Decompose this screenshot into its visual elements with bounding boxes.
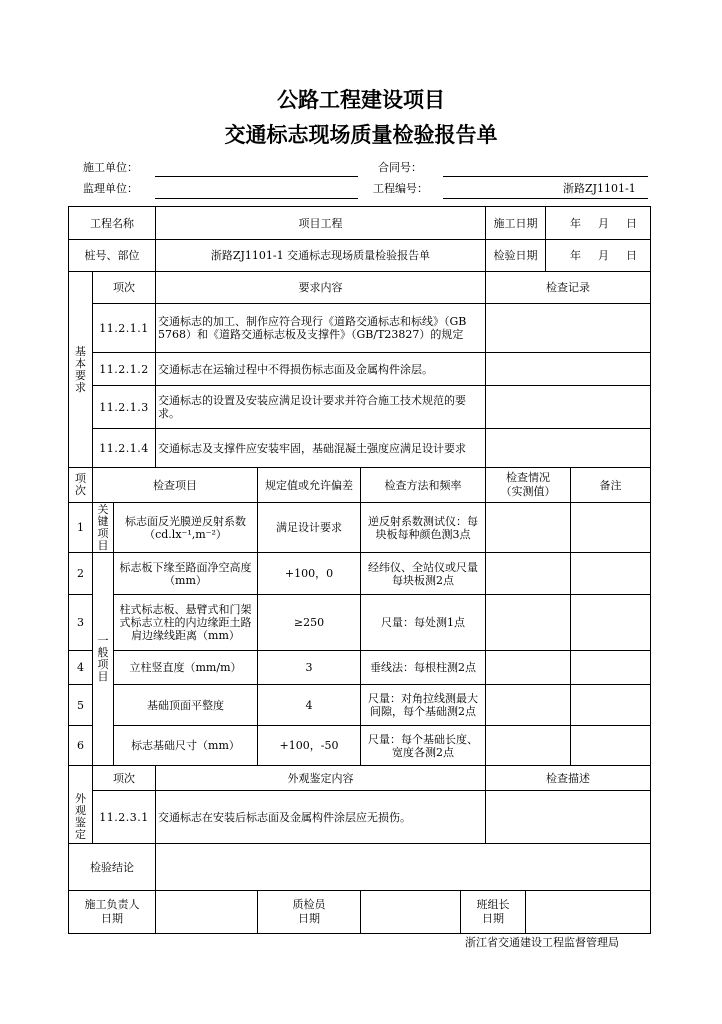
inspection-row-remark — [570, 594, 651, 651]
inspection-row-method: 经纬仪、全站仪或尺量每块板测2点 — [360, 552, 486, 595]
inspection-row-spec: +100，0 — [257, 552, 361, 595]
inspection-row-remark — [570, 684, 651, 726]
basic-row-item: 11.2.1.2 — [92, 352, 156, 386]
key-items-label: 关键项目 — [92, 502, 114, 553]
conclusion-label: 检验结论 — [68, 843, 156, 891]
builder-signature-label — [68, 890, 156, 934]
supervision-unit-label: 监理单位： — [83, 182, 138, 195]
basic-row-record — [485, 385, 651, 429]
project-no-line — [443, 198, 648, 199]
appearance-header-description: 检查描述 — [485, 765, 651, 791]
team-leader-date-label: 日期 — [482, 912, 504, 925]
inspection-row-spec: 满足设计要求 — [257, 502, 361, 553]
basic-row-record — [485, 428, 651, 468]
contract-no-line — [443, 176, 648, 177]
issuer-footer: 浙江省交通建设工程监督管理局 — [465, 936, 619, 949]
inspection-header-result — [485, 467, 571, 503]
appearance-row-content: 交通标志在安装后标志面及金属构件涂层应无损伤。 — [155, 790, 486, 844]
inspection-row-spec: 3 — [257, 650, 361, 685]
project-name-label: 工程名称 — [68, 206, 156, 240]
construction-date-value: 年 月 日 — [545, 206, 651, 240]
inspection-row-result — [485, 552, 571, 595]
inspection-row-item: 立柱竖直度（mm/m） — [113, 650, 258, 685]
general-items-label: 一般项目 — [92, 552, 114, 766]
project-no-label: 工程编号： — [373, 182, 428, 195]
qc-date-label: 日期 — [298, 912, 320, 925]
appearance-header-content: 外观鉴定内容 — [155, 765, 486, 791]
construction-unit-label: 施工单位： — [83, 161, 138, 174]
team-leader-label: 班组长 — [476, 898, 510, 911]
inspection-row-remark — [570, 650, 651, 685]
contract-no-label: 合同号： — [378, 161, 422, 174]
inspection-date-value: 年 月 日 — [545, 239, 651, 272]
basic-row-content: 交通标志及支撑件应安装牢固，基础混凝土强度应满足设计要求 — [155, 428, 486, 468]
supervision-unit-line — [155, 198, 358, 199]
basic-row-content: 交通标志的加工、制作应符合现行《道路交通标志和标线》（GB 5768）和《道路交通标志板及支撑件》（GB/T23827）的规定 — [155, 303, 486, 353]
inspection-row-remark — [570, 725, 651, 766]
construction-date-label: 施工日期 — [485, 206, 546, 240]
inspection-header-remark: 备注 — [570, 467, 651, 503]
inspection-header-no: 项次 — [68, 467, 93, 503]
inspection-row-no: 6 — [68, 725, 93, 766]
inspection-row-no: 4 — [68, 650, 93, 685]
basic-header-item: 项次 — [92, 271, 156, 304]
inspection-row-spec: +100，-50 — [257, 725, 361, 766]
basic-row-content: 交通标志在运输过程中不得损伤标志面及金属构件涂层。 — [155, 352, 486, 386]
inspection-row-method: 垂线法：每根柱测2点 — [360, 650, 486, 685]
project-no-value: 浙路ZJ1101-1 — [563, 182, 636, 195]
title-line-1: 公路工程建设项目 — [277, 88, 445, 112]
inspection-row-remark — [570, 502, 651, 553]
qc-label: 质检员 — [292, 898, 326, 911]
inspection-row-remark — [570, 552, 651, 595]
basic-row-content: 交通标志的设置及安装应满足设计要求并符合施工技术规范的要求。 — [155, 385, 486, 429]
inspection-row-item: 标志基础尺寸（mm） — [113, 725, 258, 766]
builder-label: 施工负责人 — [84, 898, 140, 911]
construction-unit-line — [155, 176, 358, 177]
appearance-row-description — [485, 790, 651, 844]
basic-row-record — [485, 352, 651, 386]
inspection-header-method: 检查方法和频率 — [360, 467, 486, 503]
inspection-row-item: 柱式标志板、悬臂式和门架式标志立柱的内边缘距土路肩边缘线距离（mm） — [113, 594, 258, 651]
station-value: 浙路ZJ1101-1 交通标志现场质量检验报告单 — [155, 239, 486, 272]
inspection-header-spec: 规定值或允许偏差 — [257, 467, 361, 503]
inspection-row-result — [485, 684, 571, 726]
inspection-header-result-line2: （实测值） — [500, 485, 556, 498]
appearance-header-item: 项次 — [92, 765, 156, 791]
conclusion-value — [155, 843, 651, 891]
appearance-section-label: 外观鉴定 — [68, 765, 93, 844]
inspection-row-no: 5 — [68, 684, 93, 726]
project-name-value: 项目工程 — [155, 206, 486, 240]
inspection-header-item: 检查项目 — [92, 467, 258, 503]
inspection-header-result-line1: 检查情况 — [506, 471, 550, 484]
inspection-row-no: 2 — [68, 552, 93, 595]
inspection-row-no: 3 — [68, 594, 93, 651]
basic-row-record — [485, 303, 651, 353]
inspection-row-spec: ≥250 — [257, 594, 361, 651]
inspection-date-label: 检验日期 — [485, 239, 546, 272]
station-label: 桩号、部位 — [68, 239, 156, 272]
inspection-row-method: 尺量：对角拉线测最大间隙，每个基础测2点 — [360, 684, 486, 726]
qc-signature-label — [257, 890, 361, 934]
inspection-row-item: 标志板下缘至路面净空高度（mm） — [113, 552, 258, 595]
builder-signature-field — [155, 890, 258, 934]
inspection-row-result — [485, 594, 571, 651]
builder-date-label: 日期 — [101, 912, 123, 925]
inspection-row-method: 尺量：每个基础长度、宽度各测2点 — [360, 725, 486, 766]
basic-row-item: 11.2.1.1 — [92, 303, 156, 353]
inspection-row-method: 尺量：每处测1点 — [360, 594, 486, 651]
inspection-row-item: 标志面反光膜逆反射系数（cd.lx⁻¹,m⁻²） — [113, 502, 258, 553]
team-leader-signature-label — [460, 890, 526, 934]
basic-row-item: 11.2.1.3 — [92, 385, 156, 429]
inspection-row-result — [485, 725, 571, 766]
basic-header-record: 检查记录 — [485, 271, 651, 304]
appearance-row-item: 11.2.3.1 — [92, 790, 156, 844]
team-leader-signature-field — [525, 890, 651, 934]
basic-header-content: 要求内容 — [155, 271, 486, 304]
title-line-2: 交通标志现场质量检验报告单 — [224, 123, 498, 147]
inspection-row-spec: 4 — [257, 684, 361, 726]
basic-requirements-section-label: 基本要求 — [68, 271, 93, 468]
inspection-row-method: 逆反射系数测试仪：每块板每种颜色测3点 — [360, 502, 486, 553]
inspection-row-item: 基础顶面平整度 — [113, 684, 258, 726]
inspection-row-result — [485, 650, 571, 685]
basic-row-item: 11.2.1.4 — [92, 428, 156, 468]
inspection-row-result — [485, 502, 571, 553]
inspection-row-no: 1 — [68, 502, 93, 553]
qc-signature-field — [360, 890, 461, 934]
